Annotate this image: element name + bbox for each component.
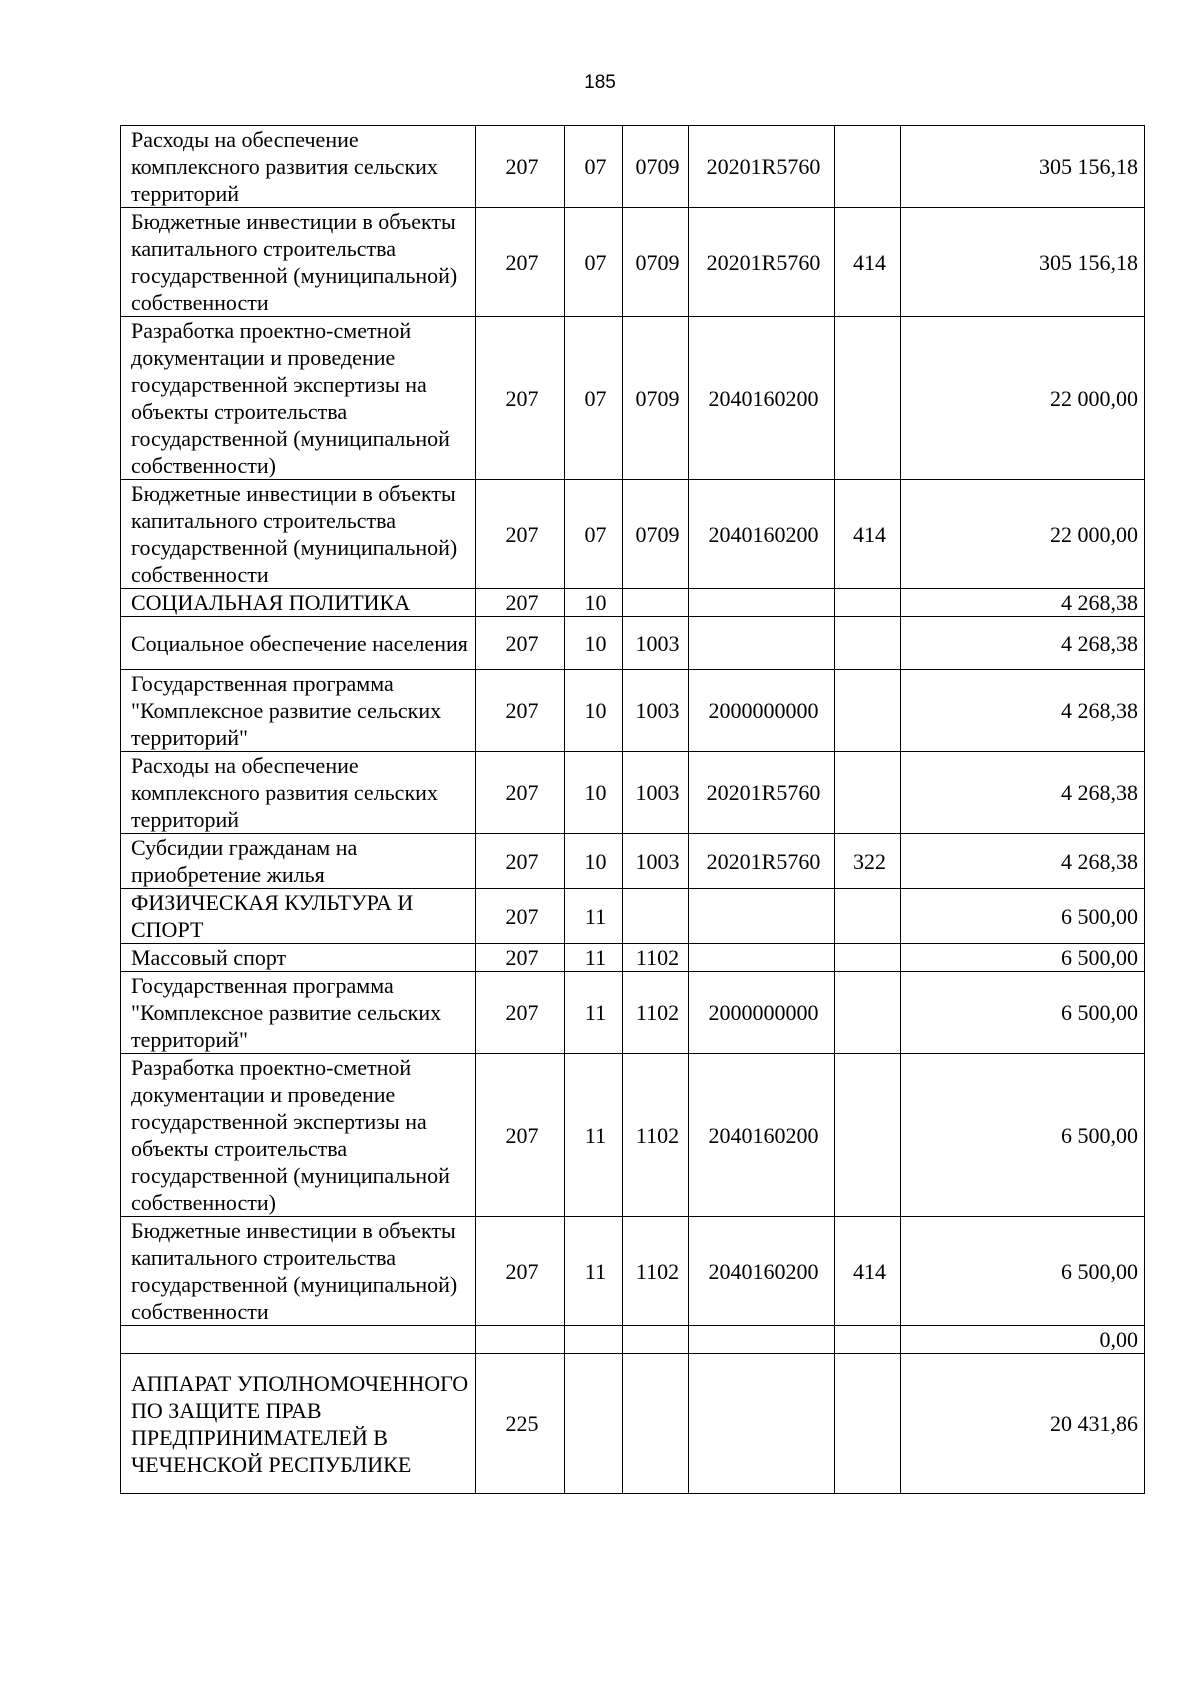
row-vr <box>835 889 901 944</box>
table-row <box>121 889 1145 944</box>
row-rz: 11 <box>565 944 623 972</box>
row-vr: 414 <box>835 208 901 317</box>
row-sum: 6 500,00 <box>901 889 1145 944</box>
row-rz: 07 <box>565 208 623 317</box>
row-pr: 0709 <box>623 208 689 317</box>
row-csr: 2040160200 <box>689 317 835 480</box>
row-vr <box>835 944 901 972</box>
row-name: ФИЗИЧЕСКАЯ КУЛЬТУРА И СПОРТ <box>121 889 476 944</box>
row-name: Бюджетные инвестиции в объекты капитального строительства государственной (муниципальной) собственности <box>121 480 476 589</box>
row-ved: 207 <box>476 752 565 834</box>
row-rz: 10 <box>565 589 623 617</box>
row-sum: 4 268,38 <box>901 617 1145 670</box>
table-row <box>121 589 1145 617</box>
row-sum: 6 500,00 <box>901 1054 1145 1217</box>
row-csr: 20201R5760 <box>689 208 835 317</box>
row-rz <box>565 1326 623 1354</box>
row-rz: 10 <box>565 670 623 752</box>
row-csr <box>689 589 835 617</box>
row-sum: 22 000,00 <box>901 317 1145 480</box>
row-vr: 322 <box>835 834 901 889</box>
row-name: Государственная программа "Комплексное развитие сельских территорий" <box>121 670 476 752</box>
row-ved: 207 <box>476 617 565 670</box>
table-row <box>121 126 1145 208</box>
row-pr <box>623 589 689 617</box>
row-csr <box>689 617 835 670</box>
row-csr: 2000000000 <box>689 972 835 1054</box>
row-vr <box>835 617 901 670</box>
row-sum: 4 268,38 <box>901 834 1145 889</box>
row-pr: 0709 <box>623 126 689 208</box>
row-name: Расходы на обеспечение комплексного развития сельских территорий <box>121 126 476 208</box>
row-sum: 4 268,38 <box>901 752 1145 834</box>
row-ved: 207 <box>476 670 565 752</box>
row-pr: 1102 <box>623 1054 689 1217</box>
row-vr <box>835 972 901 1054</box>
table-row <box>121 752 1145 834</box>
row-csr: 2000000000 <box>689 670 835 752</box>
row-rz: 10 <box>565 834 623 889</box>
row-csr: 20201R5760 <box>689 126 835 208</box>
row-pr: 1003 <box>623 670 689 752</box>
row-name: Субсидии гражданам на приобретение жилья <box>121 834 476 889</box>
row-pr <box>623 1354 689 1494</box>
row-pr: 0709 <box>623 317 689 480</box>
page-number: 185 <box>584 72 616 93</box>
row-name <box>121 1326 476 1354</box>
row-csr <box>689 1354 835 1494</box>
row-name: Социальное обеспечение населения <box>121 617 476 670</box>
budget-table-body <box>121 126 1145 1494</box>
row-vr <box>835 752 901 834</box>
row-pr <box>623 889 689 944</box>
row-pr <box>623 1326 689 1354</box>
row-name: Государственная программа "Комплексное развитие сельских территорий" <box>121 972 476 1054</box>
row-vr <box>835 589 901 617</box>
row-rz: 11 <box>565 972 623 1054</box>
row-csr <box>689 1326 835 1354</box>
row-rz: 11 <box>565 1217 623 1326</box>
row-pr: 0709 <box>623 480 689 589</box>
row-name: Бюджетные инвестиции в объекты капитального строительства государственной (муниципальной) собственности <box>121 208 476 317</box>
row-vr <box>835 1354 901 1494</box>
row-rz: 07 <box>565 317 623 480</box>
table-row <box>121 617 1145 670</box>
row-sum: 6 500,00 <box>901 944 1145 972</box>
table-row <box>121 834 1145 889</box>
row-ved: 207 <box>476 480 565 589</box>
row-csr: 20201R5760 <box>689 834 835 889</box>
row-ved <box>476 1326 565 1354</box>
table-row <box>121 208 1145 317</box>
row-ved: 207 <box>476 834 565 889</box>
row-ved: 207 <box>476 589 565 617</box>
row-name: Разработка проектно-сметной документации и проведение государственной экспертизы на объекты строительства государственной (муниципальной собственности) <box>121 317 476 480</box>
row-name: СОЦИАЛЬНАЯ ПОЛИТИКА <box>121 589 476 617</box>
row-vr <box>835 670 901 752</box>
row-ved: 207 <box>476 317 565 480</box>
row-pr: 1102 <box>623 972 689 1054</box>
row-ved: 207 <box>476 972 565 1054</box>
table-row <box>121 972 1145 1054</box>
table-row <box>121 670 1145 752</box>
row-ved: 207 <box>476 126 565 208</box>
row-pr: 1003 <box>623 752 689 834</box>
row-rz: 11 <box>565 1054 623 1217</box>
table-row <box>121 1354 1145 1494</box>
row-pr: 1003 <box>623 834 689 889</box>
row-csr <box>689 889 835 944</box>
row-vr <box>835 1054 901 1217</box>
row-rz: 07 <box>565 480 623 589</box>
row-ved: 207 <box>476 208 565 317</box>
row-name: Массовый спорт <box>121 944 476 972</box>
row-name: Разработка проектно-сметной документации и проведение государственной экспертизы на объекты строительства государственной (муниципальной собственности) <box>121 1054 476 1217</box>
row-ved: 207 <box>476 889 565 944</box>
row-ved: 207 <box>476 944 565 972</box>
row-vr <box>835 126 901 208</box>
table-row <box>121 1217 1145 1326</box>
row-name: Расходы на обеспечение комплексного развития сельских территорий <box>121 752 476 834</box>
row-rz: 07 <box>565 126 623 208</box>
budget-table <box>120 125 1145 1494</box>
row-sum: 6 500,00 <box>901 972 1145 1054</box>
row-sum: 20 431,86 <box>901 1354 1145 1494</box>
row-sum: 305 156,18 <box>901 126 1145 208</box>
table-row <box>121 944 1145 972</box>
row-pr: 1003 <box>623 617 689 670</box>
row-ved: 225 <box>476 1354 565 1494</box>
table-row <box>121 480 1145 589</box>
row-csr <box>689 944 835 972</box>
table-row <box>121 317 1145 480</box>
row-sum: 6 500,00 <box>901 1217 1145 1326</box>
row-sum: 4 268,38 <box>901 670 1145 752</box>
row-name: Бюджетные инвестиции в объекты капитального строительства государственной (муниципальной) собственности <box>121 1217 476 1326</box>
row-sum: 0,00 <box>901 1326 1145 1354</box>
row-vr: 414 <box>835 480 901 589</box>
row-rz <box>565 1354 623 1494</box>
row-rz: 11 <box>565 889 623 944</box>
row-sum: 22 000,00 <box>901 480 1145 589</box>
row-csr: 2040160200 <box>689 480 835 589</box>
row-name: АППАРАТ УПОЛНОМОЧЕННОГО ПО ЗАЩИТЕ ПРАВ ПРЕДПРИНИМАТЕЛЕЙ В ЧЕЧЕНСКОЙ РЕСПУБЛИКЕ <box>121 1354 476 1494</box>
row-ved: 207 <box>476 1217 565 1326</box>
row-vr <box>835 317 901 480</box>
row-rz: 10 <box>565 617 623 670</box>
row-pr: 1102 <box>623 944 689 972</box>
row-pr: 1102 <box>623 1217 689 1326</box>
row-csr: 2040160200 <box>689 1217 835 1326</box>
row-vr: 414 <box>835 1217 901 1326</box>
table-row <box>121 1054 1145 1217</box>
row-sum: 4 268,38 <box>901 589 1145 617</box>
row-rz: 10 <box>565 752 623 834</box>
row-csr: 20201R5760 <box>689 752 835 834</box>
row-ved: 207 <box>476 1054 565 1217</box>
row-csr: 2040160200 <box>689 1054 835 1217</box>
table-row <box>121 1326 1145 1354</box>
row-vr <box>835 1326 901 1354</box>
row-sum: 305 156,18 <box>901 208 1145 317</box>
